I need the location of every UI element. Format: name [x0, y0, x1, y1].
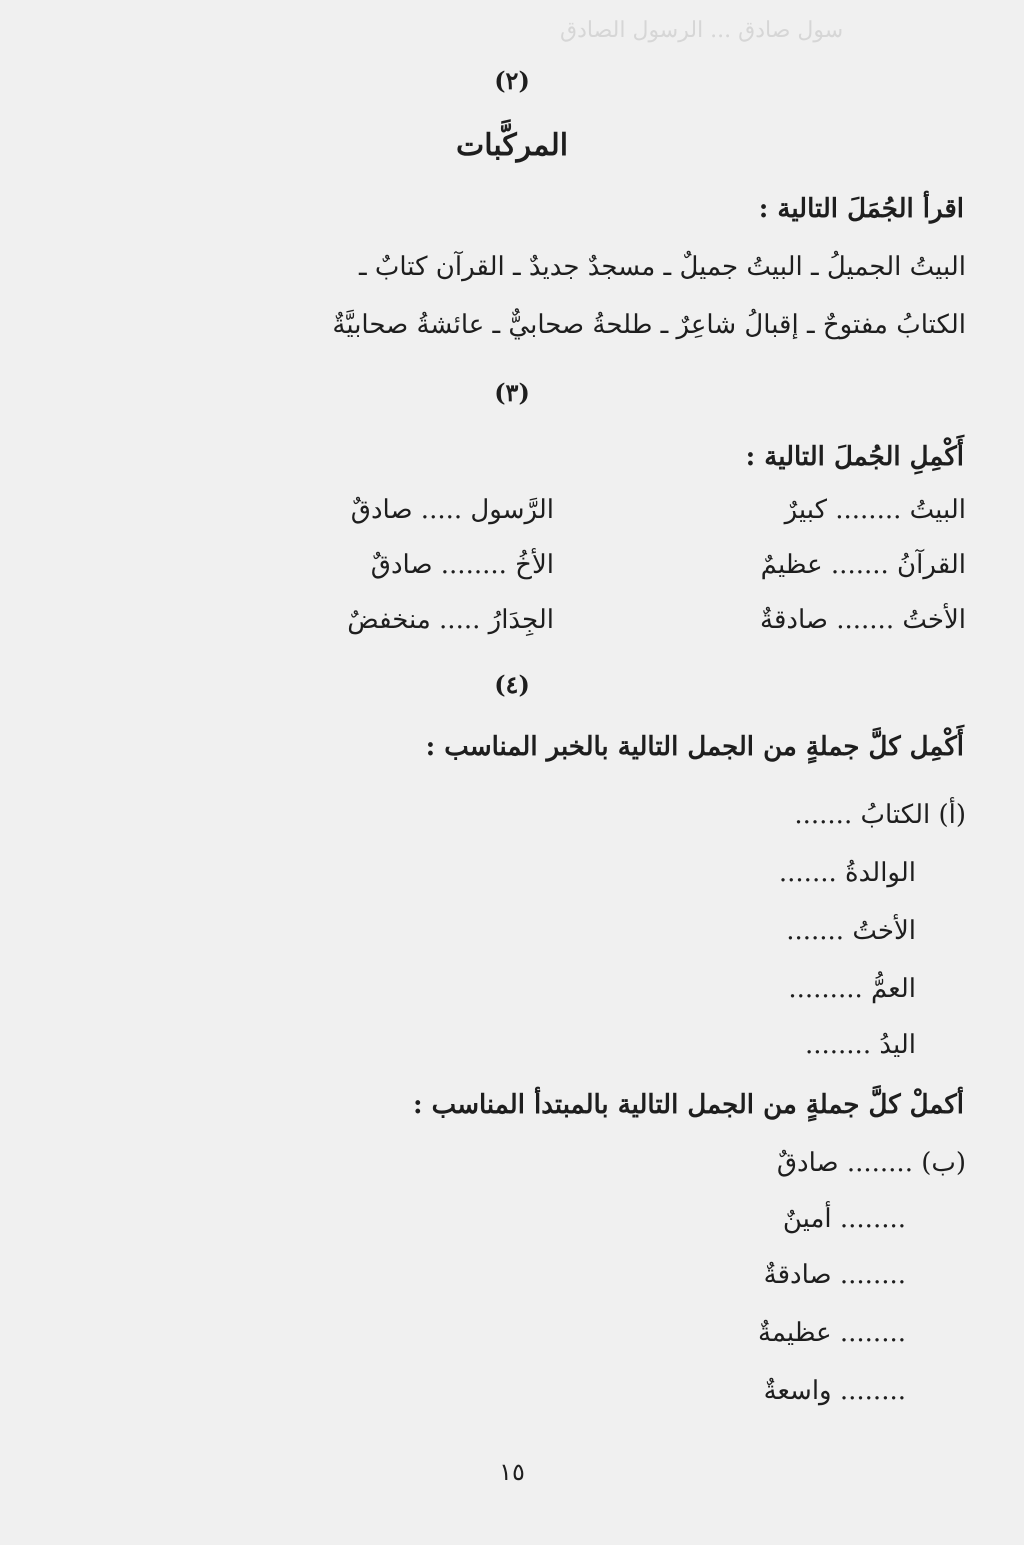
exercise-left-2: الأخُ ........ صادقٌ: [370, 550, 554, 580]
subject-item-5: ........ واسعةٌ: [763, 1376, 906, 1406]
exercise-right-3: الأختُ ....... صادقةٌ: [760, 605, 966, 635]
instruction-subject: أكملْ كلَّ جملةٍ من الجمل التالية بالمبتدأ المناسب :: [413, 1090, 964, 1120]
exercise-left-3: الجِدَارُ ..... منخفضٌ: [347, 605, 554, 635]
exercise-left-1: الرَّسول ..... صادقٌ: [350, 495, 554, 525]
section-number-2: (٢): [494, 66, 530, 95]
exercise-right-2: القرآنُ ....... عظيمٌ: [760, 550, 966, 580]
predicate-item-5: اليدُ ........: [804, 1030, 916, 1060]
page-number: ١٥: [499, 1458, 525, 1486]
subject-item-4: ........ عظيمةٌ: [757, 1318, 906, 1348]
instruction-complete: أَكْمِلِ الجُملَ التالية :: [745, 442, 964, 472]
section-number-4: (٤): [494, 670, 530, 699]
sentence-line-1: البيتُ الجميلُ ـ البيتُ جميلٌ ـ مسجدٌ جديدٌ ـ القرآن كتابٌ ـ: [359, 252, 966, 282]
section-title: المركَّبات: [455, 128, 569, 163]
section-number-3: (٣): [494, 378, 530, 407]
instruction-read: اقرأ الجُمَلَ التالية :: [758, 194, 964, 224]
sentence-line-2: الكتابُ مفتوحٌ ـ إقبالُ شاعِرٌ ـ طلحةُ صحابيٌّ ـ عائشةُ صحابيَّةٌ: [332, 310, 966, 340]
predicate-item-2: الوالدةُ .......: [778, 858, 916, 888]
predicate-item-1: (أ) الكتابُ .......: [794, 800, 966, 830]
subject-item-2: ........ أمينٌ: [782, 1204, 906, 1234]
predicate-item-4: العمُّ .........: [788, 974, 916, 1004]
predicate-item-3: الأختُ .......: [786, 916, 916, 946]
subject-item-1: (ب) ........ صادقٌ: [776, 1148, 966, 1178]
bleed-through-text: سول صادق ... الرسول الصادق: [560, 18, 844, 43]
exercise-right-1: البيتُ ........ كبيرٌ: [784, 495, 966, 525]
subject-item-3: ........ صادقةٌ: [763, 1260, 906, 1290]
instruction-predicate: أَكْمِل كلَّ جملةٍ من الجمل التالية بالخبر المناسب :: [425, 732, 964, 762]
